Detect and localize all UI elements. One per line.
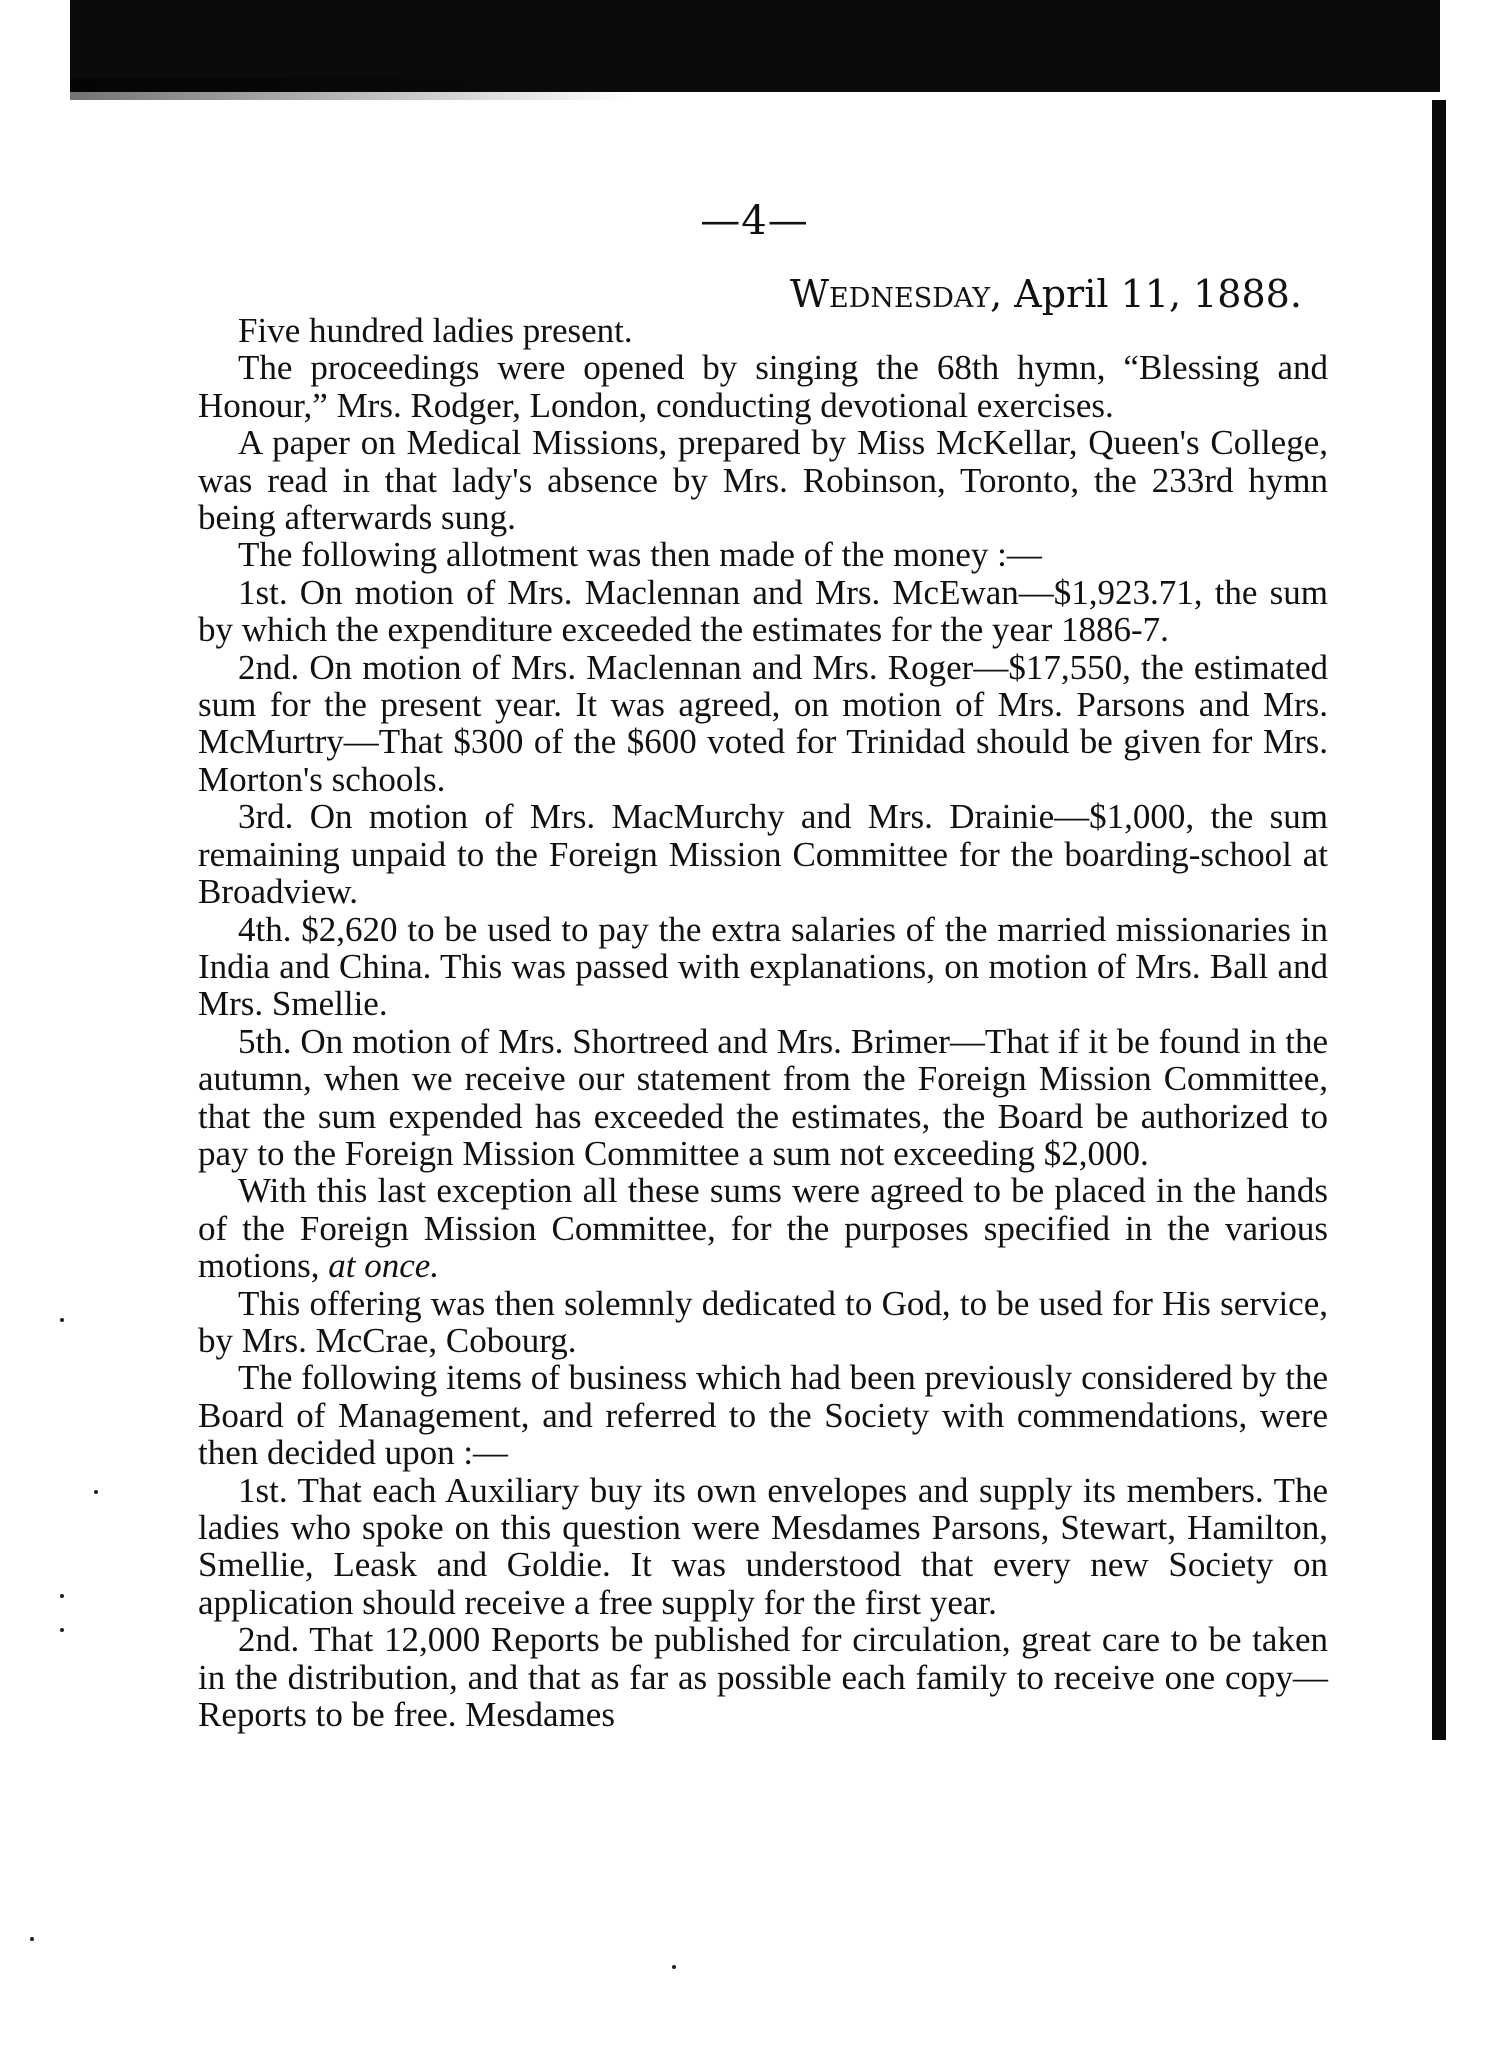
scan-top-shadow xyxy=(70,78,630,100)
paragraph: 3rd. On motion of Mrs. MacMurchy and Mrs. Drainie—$1,000, the sum remaining unpaid to the Foreign Mission Committee for the boarding-school at Broadview. xyxy=(198,797,1328,912)
paragraph: 1st. That each Auxiliary buy its own envelopes and supply its members. The ladies who spoke on this question were Mesdames Parsons, Stewart, Hamilton, Smellie, Leask and Goldie. It was understood that every new Society on application should receive a free supply for the first year. xyxy=(198,1470,1328,1622)
paragraph: The proceedings were opened by singing the 68th hymn, “Blessing and Honour,” Mrs. Rodger, London, conducting devotional exercises. xyxy=(198,348,1328,425)
date-heading xyxy=(790,272,1302,316)
paragraph: 2nd. That 12,000 Reports be published for circulation, great care to be taken in the distribution, and that as far as possible each family to receive one copy—Reports to be free. Mesdames xyxy=(198,1620,1328,1735)
paragraph xyxy=(198,1172,1328,1284)
scan-speck xyxy=(30,1937,34,1941)
paragraph: 2nd. On motion of Mrs. Maclennan and Mrs. Roger—$17,550, the estimated sum for the present year. It was agreed, on motion of Mrs. Parsons and Mrs. McMurtry—That $300 of the $600 voted for Trinidad should be given for Mrs. Morton's schools. xyxy=(198,647,1328,799)
paragraph: The following items of business which had been previously considered by the Board of Management, and referred to the Society with commendations, were then decided upon :— xyxy=(198,1358,1328,1473)
paragraph: The following allotment was then made of the money :— xyxy=(238,535,1042,575)
paragraph-text: With this last exception all these sums were agreed to be placed in the hands of the Foreign Mission Committee, for the purposes specified in the various motions, xyxy=(198,1171,1328,1286)
scan-speck xyxy=(672,1965,676,1969)
paragraph: 5th. On motion of Mrs. Shortreed and Mrs. Brimer—That if it be found in the autumn, when we receive our statement from the Foreign Mission Committee, that the sum expended has exceeded the estimates, the Board be authorized to pay to the Foreign Mission Committee a sum not exceeding $2,000. xyxy=(198,1021,1328,1173)
paragraph: This offering was then solemnly dedicated to God, to be used for His service, by Mrs. McCrae, Cobourg. xyxy=(198,1283,1328,1360)
scan-speck xyxy=(60,1628,64,1632)
paragraph: 4th. $2,620 to be used to pay the extra salaries of the married missionaries in India and China. This was passed with explanations, on motion of Mrs. Ball and Mrs. Smellie. xyxy=(198,909,1328,1024)
paragraph: A paper on Medical Missions, prepared by Miss McKellar, Queen's College, was read in that lady's absence by Mrs. Robinson, Toronto, the 233rd hymn being afterwards sung. xyxy=(198,423,1328,538)
paragraph: 1st. On motion of Mrs. Maclennan and Mrs. McEwan—$1,923.71, the sum by which the expenditure exceeded the estimates for the year 1886-7. xyxy=(198,572,1328,650)
scan-right-border xyxy=(1432,100,1446,1740)
date-weekday: Wednesday xyxy=(790,272,991,316)
scan-speck xyxy=(60,1318,64,1322)
paragraph: Five hundred ladies present. xyxy=(238,311,633,350)
date-rest: , April 11, 1888. xyxy=(990,272,1302,316)
paragraph-italic: at once. xyxy=(328,1246,440,1286)
document-body xyxy=(198,312,1328,1733)
scan-speck xyxy=(60,1594,64,1598)
page-number: —4— xyxy=(700,198,809,244)
scan-speck xyxy=(94,1490,98,1494)
